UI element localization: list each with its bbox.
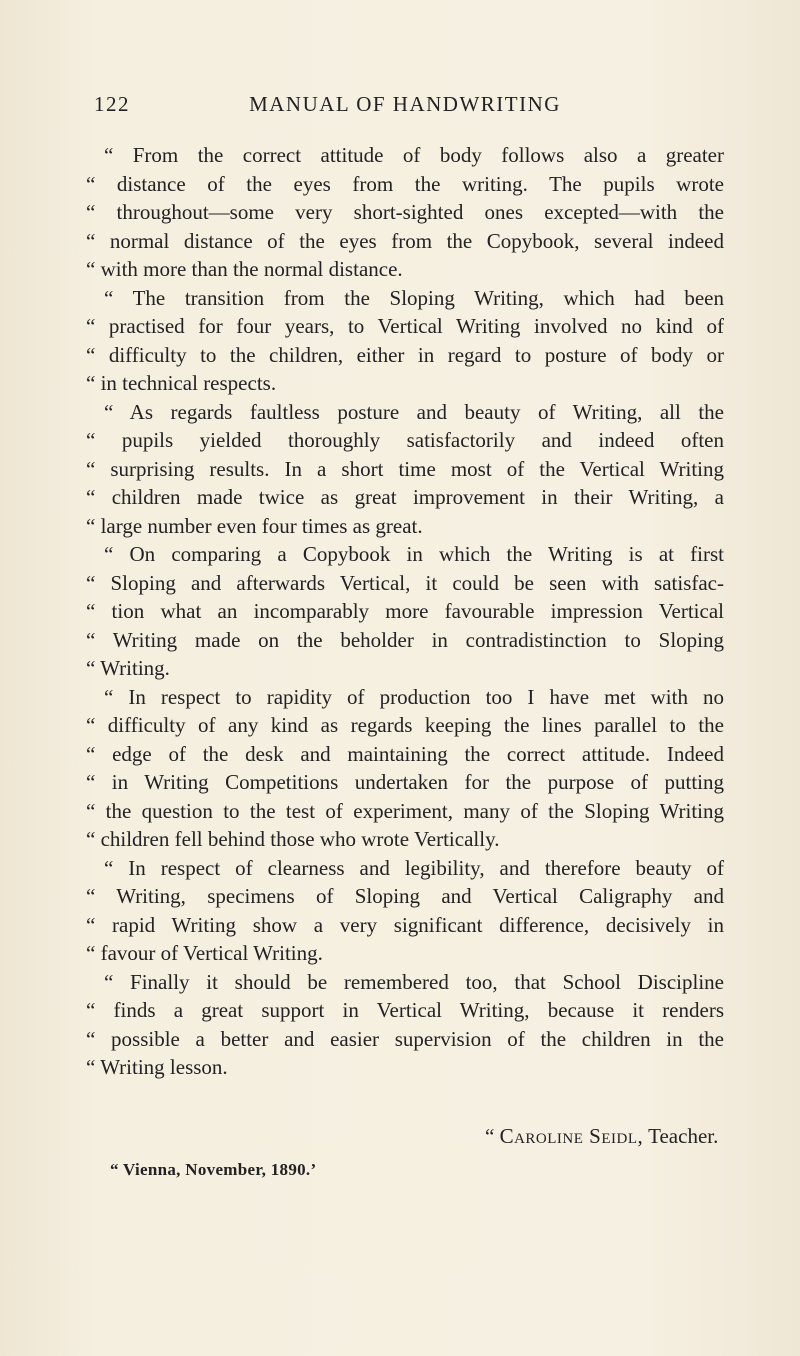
running-head: MANUAL OF HANDWRITING [249,92,561,116]
text-line: “ Writing lesson. [86,1055,228,1079]
text-line: “ Finally it should be remembered too, that School Discipline [104,969,724,994]
text-line: “ difficulty of any kind as regards keeping the lines parallel to the [86,713,724,737]
signature-quote: “ [485,1124,500,1148]
signature-role: Teacher. [643,1124,719,1148]
text-line: “ possible a better and easier supervision of the children in the [86,1026,724,1051]
text-line: “ Writing. [86,656,170,680]
text-line: “ In respect to rapidity of production too I have met with no [104,684,724,709]
text-line: “ children made twice as great improvement in their Writing, a [86,485,724,509]
text-line: “ difficulty to the children, either in regard to posture of body or [86,342,724,367]
signature-name: Caroline Seidl, [499,1124,644,1148]
text-line: “ in technical respects. [86,371,277,395]
text-line: “ practised for four years, to Vertical Writing involved no kind of [86,314,724,338]
text-line: “ As regards faultless posture and beauty of Writing, all the [104,399,724,424]
text-line: “ pupils yielded thoroughly satisfactorily and indeed often [86,428,724,452]
text-line: “ rapid Writing show a very significant difference, decisively in [86,912,724,937]
text-line: “ In respect of clearness and legibility, and therefore beauty of [104,855,724,880]
text-line: “ edge of the desk and maintaining the correct attitude. Indeed [86,741,724,766]
dateline: “ Vienna, November, 1890.’ [110,1160,317,1179]
text-line: “ The transition from the Sloping Writing, which had been [104,285,724,310]
page-number: 122 [94,92,130,116]
body-text [86,141,724,1082]
text-line: “ surprising results. In a short time most of the Vertical Writing [86,456,724,481]
text-line: “ with more than the normal distance. [86,257,403,281]
text-line: “ normal distance of the eyes from the Copybook, several indeed [86,228,724,253]
text-line: “ favour of Vertical Writing. [86,941,323,965]
text-line: “ children fell behind those who wrote Vertically. [86,827,500,851]
text-line: “ tion what an incomparably more favourable impression Vertical [86,599,724,623]
text-line: “ On comparing a Copybook in which the Writing is at first [104,542,724,566]
page-header [94,92,716,122]
text-line: “ large number even four times as great. [86,513,423,538]
signature [485,1122,718,1150]
text-line: “ finds a great support in Vertical Writing, because it renders [86,998,724,1022]
text-line: “ Sloping and afterwards Vertical, it could be seen with satisfac- [86,570,724,595]
text-line: “ Writing made on the beholder in contradistinction to Sloping [86,627,724,652]
text-line: “ Writing, specimens of Sloping and Vertical Caligraphy and [86,884,724,908]
text-line: “ in Writing Competitions undertaken for the purpose of putting [86,770,724,794]
text-line: “ distance of the eyes from the writing. The pupils wrote [86,171,724,196]
text-line: “ From the correct attitude of body follows also a greater [104,143,724,167]
text-line: “ throughout—some very short-sighted ones excepted—with the [86,200,724,224]
text-line: “ the question to the test of experiment, many of the Sloping Writing [86,798,724,823]
